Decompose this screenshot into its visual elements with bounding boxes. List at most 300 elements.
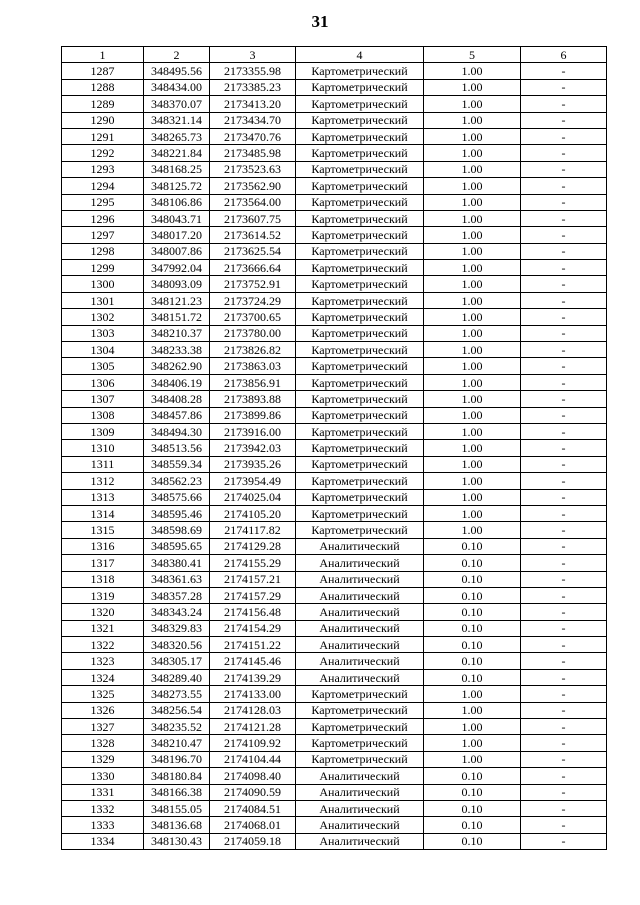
table-row bbox=[62, 63, 607, 79]
column-header: 5 bbox=[424, 47, 521, 63]
point-number-cell: 1318 bbox=[62, 571, 144, 587]
x-coordinate-cell: 348093.09 bbox=[144, 276, 210, 292]
y-coordinate-cell: 2174117.82 bbox=[210, 522, 296, 538]
column-header: 4 bbox=[296, 47, 424, 63]
y-coordinate-cell: 2173607.75 bbox=[210, 210, 296, 226]
note-cell: - bbox=[521, 178, 607, 194]
table-row bbox=[62, 276, 607, 292]
header-row bbox=[62, 47, 607, 63]
method-cell: Аналитический bbox=[296, 604, 424, 620]
point-number-cell: 1322 bbox=[62, 637, 144, 653]
accuracy-cell: 0.10 bbox=[424, 620, 521, 636]
y-coordinate-cell: 2173413.20 bbox=[210, 96, 296, 112]
x-coordinate-cell: 348233.38 bbox=[144, 342, 210, 358]
note-cell: - bbox=[521, 505, 607, 521]
y-coordinate-cell: 2174151.22 bbox=[210, 637, 296, 653]
x-coordinate-cell: 348595.65 bbox=[144, 538, 210, 554]
note-cell: - bbox=[521, 243, 607, 259]
method-cell: Картометрический bbox=[296, 79, 424, 95]
method-cell: Картометрический bbox=[296, 702, 424, 718]
x-coordinate-cell: 348130.43 bbox=[144, 833, 210, 849]
table-row bbox=[62, 79, 607, 95]
y-coordinate-cell: 2174090.59 bbox=[210, 784, 296, 800]
x-coordinate-cell: 348168.25 bbox=[144, 161, 210, 177]
point-number-cell: 1289 bbox=[62, 96, 144, 112]
table-row bbox=[62, 571, 607, 587]
accuracy-cell: 0.10 bbox=[424, 555, 521, 571]
point-number-cell: 1302 bbox=[62, 309, 144, 325]
coordinates-table bbox=[61, 46, 607, 850]
accuracy-cell: 1.00 bbox=[424, 374, 521, 390]
table-row bbox=[62, 440, 607, 456]
point-number-cell: 1311 bbox=[62, 456, 144, 472]
x-coordinate-cell: 348136.68 bbox=[144, 817, 210, 833]
point-number-cell: 1331 bbox=[62, 784, 144, 800]
y-coordinate-cell: 2174145.46 bbox=[210, 653, 296, 669]
x-coordinate-cell: 348343.24 bbox=[144, 604, 210, 620]
note-cell: - bbox=[521, 522, 607, 538]
accuracy-cell: 0.10 bbox=[424, 800, 521, 816]
accuracy-cell: 0.10 bbox=[424, 653, 521, 669]
note-cell: - bbox=[521, 96, 607, 112]
x-coordinate-cell: 348121.23 bbox=[144, 292, 210, 308]
method-cell: Картометрический bbox=[296, 440, 424, 456]
point-number-cell: 1316 bbox=[62, 538, 144, 554]
accuracy-cell: 1.00 bbox=[424, 505, 521, 521]
point-number-cell: 1324 bbox=[62, 669, 144, 685]
accuracy-cell: 1.00 bbox=[424, 407, 521, 423]
point-number-cell: 1297 bbox=[62, 227, 144, 243]
point-number-cell: 1326 bbox=[62, 702, 144, 718]
note-cell: - bbox=[521, 456, 607, 472]
table-row bbox=[62, 145, 607, 161]
accuracy-cell: 1.00 bbox=[424, 423, 521, 439]
note-cell: - bbox=[521, 604, 607, 620]
note-cell: - bbox=[521, 620, 607, 636]
y-coordinate-cell: 2173954.49 bbox=[210, 473, 296, 489]
accuracy-cell: 1.00 bbox=[424, 194, 521, 210]
y-coordinate-cell: 2174157.21 bbox=[210, 571, 296, 587]
y-coordinate-cell: 2174139.29 bbox=[210, 669, 296, 685]
method-cell: Картометрический bbox=[296, 210, 424, 226]
y-coordinate-cell: 2174156.48 bbox=[210, 604, 296, 620]
x-coordinate-cell: 348043.71 bbox=[144, 210, 210, 226]
y-coordinate-cell: 2173700.65 bbox=[210, 309, 296, 325]
method-cell: Картометрический bbox=[296, 342, 424, 358]
table-row bbox=[62, 325, 607, 341]
method-cell: Картометрический bbox=[296, 63, 424, 79]
x-coordinate-cell: 348151.72 bbox=[144, 309, 210, 325]
x-coordinate-cell: 348408.28 bbox=[144, 391, 210, 407]
point-number-cell: 1320 bbox=[62, 604, 144, 620]
note-cell: - bbox=[521, 128, 607, 144]
y-coordinate-cell: 2173899.86 bbox=[210, 407, 296, 423]
point-number-cell: 1292 bbox=[62, 145, 144, 161]
table-row bbox=[62, 112, 607, 128]
y-coordinate-cell: 2173564.00 bbox=[210, 194, 296, 210]
table-row bbox=[62, 735, 607, 751]
table-row bbox=[62, 128, 607, 144]
table-row bbox=[62, 620, 607, 636]
x-coordinate-cell: 348357.28 bbox=[144, 587, 210, 603]
x-coordinate-cell: 348598.69 bbox=[144, 522, 210, 538]
method-cell: Аналитический bbox=[296, 571, 424, 587]
table-row bbox=[62, 686, 607, 702]
point-number-cell: 1317 bbox=[62, 555, 144, 571]
x-coordinate-cell: 348273.55 bbox=[144, 686, 210, 702]
point-number-cell: 1300 bbox=[62, 276, 144, 292]
note-cell: - bbox=[521, 702, 607, 718]
method-cell: Картометрический bbox=[296, 505, 424, 521]
point-number-cell: 1332 bbox=[62, 800, 144, 816]
method-cell: Картометрический bbox=[296, 292, 424, 308]
method-cell: Картометрический bbox=[296, 260, 424, 276]
point-number-cell: 1306 bbox=[62, 374, 144, 390]
note-cell: - bbox=[521, 587, 607, 603]
accuracy-cell: 1.00 bbox=[424, 210, 521, 226]
accuracy-cell: 1.00 bbox=[424, 358, 521, 374]
accuracy-cell: 1.00 bbox=[424, 161, 521, 177]
x-coordinate-cell: 348007.86 bbox=[144, 243, 210, 259]
y-coordinate-cell: 2174068.01 bbox=[210, 817, 296, 833]
accuracy-cell: 1.00 bbox=[424, 79, 521, 95]
point-number-cell: 1315 bbox=[62, 522, 144, 538]
table-row bbox=[62, 587, 607, 603]
method-cell: Аналитический bbox=[296, 669, 424, 685]
method-cell: Аналитический bbox=[296, 653, 424, 669]
note-cell: - bbox=[521, 555, 607, 571]
accuracy-cell: 1.00 bbox=[424, 96, 521, 112]
note-cell: - bbox=[521, 309, 607, 325]
y-coordinate-cell: 2174098.40 bbox=[210, 768, 296, 784]
y-coordinate-cell: 2173752.91 bbox=[210, 276, 296, 292]
y-coordinate-cell: 2174155.29 bbox=[210, 555, 296, 571]
point-number-cell: 1313 bbox=[62, 489, 144, 505]
point-number-cell: 1296 bbox=[62, 210, 144, 226]
note-cell: - bbox=[521, 637, 607, 653]
x-coordinate-cell: 348125.72 bbox=[144, 178, 210, 194]
y-coordinate-cell: 2173935.26 bbox=[210, 456, 296, 472]
note-cell: - bbox=[521, 161, 607, 177]
method-cell: Картометрический bbox=[296, 374, 424, 390]
y-coordinate-cell: 2174105.20 bbox=[210, 505, 296, 521]
accuracy-cell: 0.10 bbox=[424, 669, 521, 685]
accuracy-cell: 0.10 bbox=[424, 768, 521, 784]
x-coordinate-cell: 348361.63 bbox=[144, 571, 210, 587]
point-number-cell: 1294 bbox=[62, 178, 144, 194]
table-row bbox=[62, 210, 607, 226]
method-cell: Картометрический bbox=[296, 751, 424, 767]
note-cell: - bbox=[521, 784, 607, 800]
x-coordinate-cell: 348265.73 bbox=[144, 128, 210, 144]
note-cell: - bbox=[521, 358, 607, 374]
note-cell: - bbox=[521, 833, 607, 849]
accuracy-cell: 0.10 bbox=[424, 604, 521, 620]
x-coordinate-cell: 348289.40 bbox=[144, 669, 210, 685]
x-coordinate-cell: 348320.56 bbox=[144, 637, 210, 653]
table-body bbox=[62, 63, 607, 850]
table-row bbox=[62, 604, 607, 620]
point-number-cell: 1329 bbox=[62, 751, 144, 767]
y-coordinate-cell: 2173485.98 bbox=[210, 145, 296, 161]
y-coordinate-cell: 2174133.00 bbox=[210, 686, 296, 702]
y-coordinate-cell: 2173523.63 bbox=[210, 161, 296, 177]
table-row bbox=[62, 473, 607, 489]
x-coordinate-cell: 348196.70 bbox=[144, 751, 210, 767]
note-cell: - bbox=[521, 423, 607, 439]
x-coordinate-cell: 348380.41 bbox=[144, 555, 210, 571]
point-number-cell: 1291 bbox=[62, 128, 144, 144]
y-coordinate-cell: 2173780.00 bbox=[210, 325, 296, 341]
note-cell: - bbox=[521, 79, 607, 95]
accuracy-cell: 0.10 bbox=[424, 833, 521, 849]
point-number-cell: 1328 bbox=[62, 735, 144, 751]
table-row bbox=[62, 653, 607, 669]
x-coordinate-cell: 348495.56 bbox=[144, 63, 210, 79]
y-coordinate-cell: 2174154.29 bbox=[210, 620, 296, 636]
point-number-cell: 1290 bbox=[62, 112, 144, 128]
note-cell: - bbox=[521, 63, 607, 79]
method-cell: Картометрический bbox=[296, 358, 424, 374]
accuracy-cell: 1.00 bbox=[424, 292, 521, 308]
accuracy-cell: 1.00 bbox=[424, 276, 521, 292]
point-number-cell: 1295 bbox=[62, 194, 144, 210]
point-number-cell: 1301 bbox=[62, 292, 144, 308]
point-number-cell: 1309 bbox=[62, 423, 144, 439]
note-cell: - bbox=[521, 391, 607, 407]
method-cell: Аналитический bbox=[296, 555, 424, 571]
note-cell: - bbox=[521, 538, 607, 554]
accuracy-cell: 0.10 bbox=[424, 817, 521, 833]
accuracy-cell: 1.00 bbox=[424, 440, 521, 456]
note-cell: - bbox=[521, 686, 607, 702]
point-number-cell: 1321 bbox=[62, 620, 144, 636]
x-coordinate-cell: 348513.56 bbox=[144, 440, 210, 456]
point-number-cell: 1307 bbox=[62, 391, 144, 407]
table-row bbox=[62, 358, 607, 374]
accuracy-cell: 0.10 bbox=[424, 587, 521, 603]
table-row bbox=[62, 260, 607, 276]
note-cell: - bbox=[521, 145, 607, 161]
x-coordinate-cell: 347992.04 bbox=[144, 260, 210, 276]
note-cell: - bbox=[521, 342, 607, 358]
accuracy-cell: 1.00 bbox=[424, 260, 521, 276]
note-cell: - bbox=[521, 473, 607, 489]
method-cell: Аналитический bbox=[296, 538, 424, 554]
y-coordinate-cell: 2174121.28 bbox=[210, 719, 296, 735]
table-row bbox=[62, 292, 607, 308]
method-cell: Аналитический bbox=[296, 833, 424, 849]
method-cell: Картометрический bbox=[296, 161, 424, 177]
method-cell: Картометрический bbox=[296, 145, 424, 161]
x-coordinate-cell: 348221.84 bbox=[144, 145, 210, 161]
x-coordinate-cell: 348575.66 bbox=[144, 489, 210, 505]
accuracy-cell: 1.00 bbox=[424, 702, 521, 718]
accuracy-cell: 1.00 bbox=[424, 719, 521, 735]
method-cell: Картометрический bbox=[296, 112, 424, 128]
table-row bbox=[62, 768, 607, 784]
x-coordinate-cell: 348562.23 bbox=[144, 473, 210, 489]
accuracy-cell: 0.10 bbox=[424, 637, 521, 653]
point-number-cell: 1288 bbox=[62, 79, 144, 95]
note-cell: - bbox=[521, 210, 607, 226]
note-cell: - bbox=[521, 292, 607, 308]
method-cell: Картометрический bbox=[296, 391, 424, 407]
method-cell: Картометрический bbox=[296, 128, 424, 144]
x-coordinate-cell: 348370.07 bbox=[144, 96, 210, 112]
method-cell: Картометрический bbox=[296, 489, 424, 505]
x-coordinate-cell: 348256.54 bbox=[144, 702, 210, 718]
note-cell: - bbox=[521, 276, 607, 292]
y-coordinate-cell: 2173385.23 bbox=[210, 79, 296, 95]
x-coordinate-cell: 348210.37 bbox=[144, 325, 210, 341]
table-row bbox=[62, 456, 607, 472]
table-row bbox=[62, 374, 607, 390]
note-cell: - bbox=[521, 735, 607, 751]
table-row bbox=[62, 161, 607, 177]
method-cell: Картометрический bbox=[296, 243, 424, 259]
y-coordinate-cell: 2174059.18 bbox=[210, 833, 296, 849]
accuracy-cell: 0.10 bbox=[424, 571, 521, 587]
table-row bbox=[62, 555, 607, 571]
accuracy-cell: 1.00 bbox=[424, 751, 521, 767]
accuracy-cell: 1.00 bbox=[424, 342, 521, 358]
column-header: 1 bbox=[62, 47, 144, 63]
table-row bbox=[62, 538, 607, 554]
y-coordinate-cell: 2173614.52 bbox=[210, 227, 296, 243]
method-cell: Картометрический bbox=[296, 407, 424, 423]
accuracy-cell: 1.00 bbox=[424, 522, 521, 538]
x-coordinate-cell: 348210.47 bbox=[144, 735, 210, 751]
table-row bbox=[62, 833, 607, 849]
x-coordinate-cell: 348406.19 bbox=[144, 374, 210, 390]
x-coordinate-cell: 348155.05 bbox=[144, 800, 210, 816]
x-coordinate-cell: 348180.84 bbox=[144, 768, 210, 784]
x-coordinate-cell: 348434.00 bbox=[144, 79, 210, 95]
x-coordinate-cell: 348017.20 bbox=[144, 227, 210, 243]
table-row bbox=[62, 784, 607, 800]
note-cell: - bbox=[521, 719, 607, 735]
y-coordinate-cell: 2174157.29 bbox=[210, 587, 296, 603]
point-number-cell: 1327 bbox=[62, 719, 144, 735]
y-coordinate-cell: 2173916.00 bbox=[210, 423, 296, 439]
x-coordinate-cell: 348329.83 bbox=[144, 620, 210, 636]
table-row bbox=[62, 309, 607, 325]
method-cell: Картометрический bbox=[296, 456, 424, 472]
table-row bbox=[62, 194, 607, 210]
point-number-cell: 1303 bbox=[62, 325, 144, 341]
accuracy-cell: 1.00 bbox=[424, 128, 521, 144]
note-cell: - bbox=[521, 440, 607, 456]
note-cell: - bbox=[521, 112, 607, 128]
x-coordinate-cell: 348305.17 bbox=[144, 653, 210, 669]
method-cell: Аналитический bbox=[296, 784, 424, 800]
method-cell: Аналитический bbox=[296, 817, 424, 833]
method-cell: Картометрический bbox=[296, 178, 424, 194]
accuracy-cell: 1.00 bbox=[424, 735, 521, 751]
point-number-cell: 1314 bbox=[62, 505, 144, 521]
y-coordinate-cell: 2173562.90 bbox=[210, 178, 296, 194]
x-coordinate-cell: 348106.86 bbox=[144, 194, 210, 210]
method-cell: Картометрический bbox=[296, 227, 424, 243]
accuracy-cell: 1.00 bbox=[424, 243, 521, 259]
table-row bbox=[62, 702, 607, 718]
point-number-cell: 1319 bbox=[62, 587, 144, 603]
method-cell: Картометрический bbox=[296, 686, 424, 702]
table-row bbox=[62, 178, 607, 194]
note-cell: - bbox=[521, 407, 607, 423]
y-coordinate-cell: 2174109.92 bbox=[210, 735, 296, 751]
note-cell: - bbox=[521, 669, 607, 685]
method-cell: Аналитический bbox=[296, 768, 424, 784]
point-number-cell: 1325 bbox=[62, 686, 144, 702]
accuracy-cell: 1.00 bbox=[424, 473, 521, 489]
point-number-cell: 1334 bbox=[62, 833, 144, 849]
method-cell: Аналитический bbox=[296, 637, 424, 653]
point-number-cell: 1310 bbox=[62, 440, 144, 456]
x-coordinate-cell: 348457.86 bbox=[144, 407, 210, 423]
note-cell: - bbox=[521, 227, 607, 243]
accuracy-cell: 0.10 bbox=[424, 538, 521, 554]
accuracy-cell: 1.00 bbox=[424, 178, 521, 194]
table-row bbox=[62, 407, 607, 423]
y-coordinate-cell: 2173666.64 bbox=[210, 260, 296, 276]
column-header: 6 bbox=[521, 47, 607, 63]
method-cell: Картометрический bbox=[296, 276, 424, 292]
x-coordinate-cell: 348321.14 bbox=[144, 112, 210, 128]
point-number-cell: 1308 bbox=[62, 407, 144, 423]
y-coordinate-cell: 2173863.03 bbox=[210, 358, 296, 374]
point-number-cell: 1323 bbox=[62, 653, 144, 669]
x-coordinate-cell: 348494.30 bbox=[144, 423, 210, 439]
table-row bbox=[62, 817, 607, 833]
point-number-cell: 1299 bbox=[62, 260, 144, 276]
accuracy-cell: 1.00 bbox=[424, 112, 521, 128]
table-row bbox=[62, 489, 607, 505]
y-coordinate-cell: 2174128.03 bbox=[210, 702, 296, 718]
accuracy-cell: 1.00 bbox=[424, 227, 521, 243]
note-cell: - bbox=[521, 571, 607, 587]
method-cell: Аналитический bbox=[296, 587, 424, 603]
table-row bbox=[62, 243, 607, 259]
y-coordinate-cell: 2174104.44 bbox=[210, 751, 296, 767]
accuracy-cell: 1.00 bbox=[424, 145, 521, 161]
accuracy-cell: 1.00 bbox=[424, 63, 521, 79]
table-row bbox=[62, 227, 607, 243]
x-coordinate-cell: 348559.34 bbox=[144, 456, 210, 472]
y-coordinate-cell: 2174129.28 bbox=[210, 538, 296, 554]
y-coordinate-cell: 2173625.54 bbox=[210, 243, 296, 259]
point-number-cell: 1312 bbox=[62, 473, 144, 489]
note-cell: - bbox=[521, 751, 607, 767]
y-coordinate-cell: 2173355.98 bbox=[210, 63, 296, 79]
y-coordinate-cell: 2173893.88 bbox=[210, 391, 296, 407]
accuracy-cell: 1.00 bbox=[424, 325, 521, 341]
y-coordinate-cell: 2174025.04 bbox=[210, 489, 296, 505]
y-coordinate-cell: 2173434.70 bbox=[210, 112, 296, 128]
point-number-cell: 1330 bbox=[62, 768, 144, 784]
y-coordinate-cell: 2174084.51 bbox=[210, 800, 296, 816]
point-number-cell: 1305 bbox=[62, 358, 144, 374]
note-cell: - bbox=[521, 489, 607, 505]
note-cell: - bbox=[521, 194, 607, 210]
note-cell: - bbox=[521, 800, 607, 816]
note-cell: - bbox=[521, 325, 607, 341]
method-cell: Аналитический bbox=[296, 800, 424, 816]
point-number-cell: 1287 bbox=[62, 63, 144, 79]
method-cell: Аналитический bbox=[296, 620, 424, 636]
table-row bbox=[62, 342, 607, 358]
